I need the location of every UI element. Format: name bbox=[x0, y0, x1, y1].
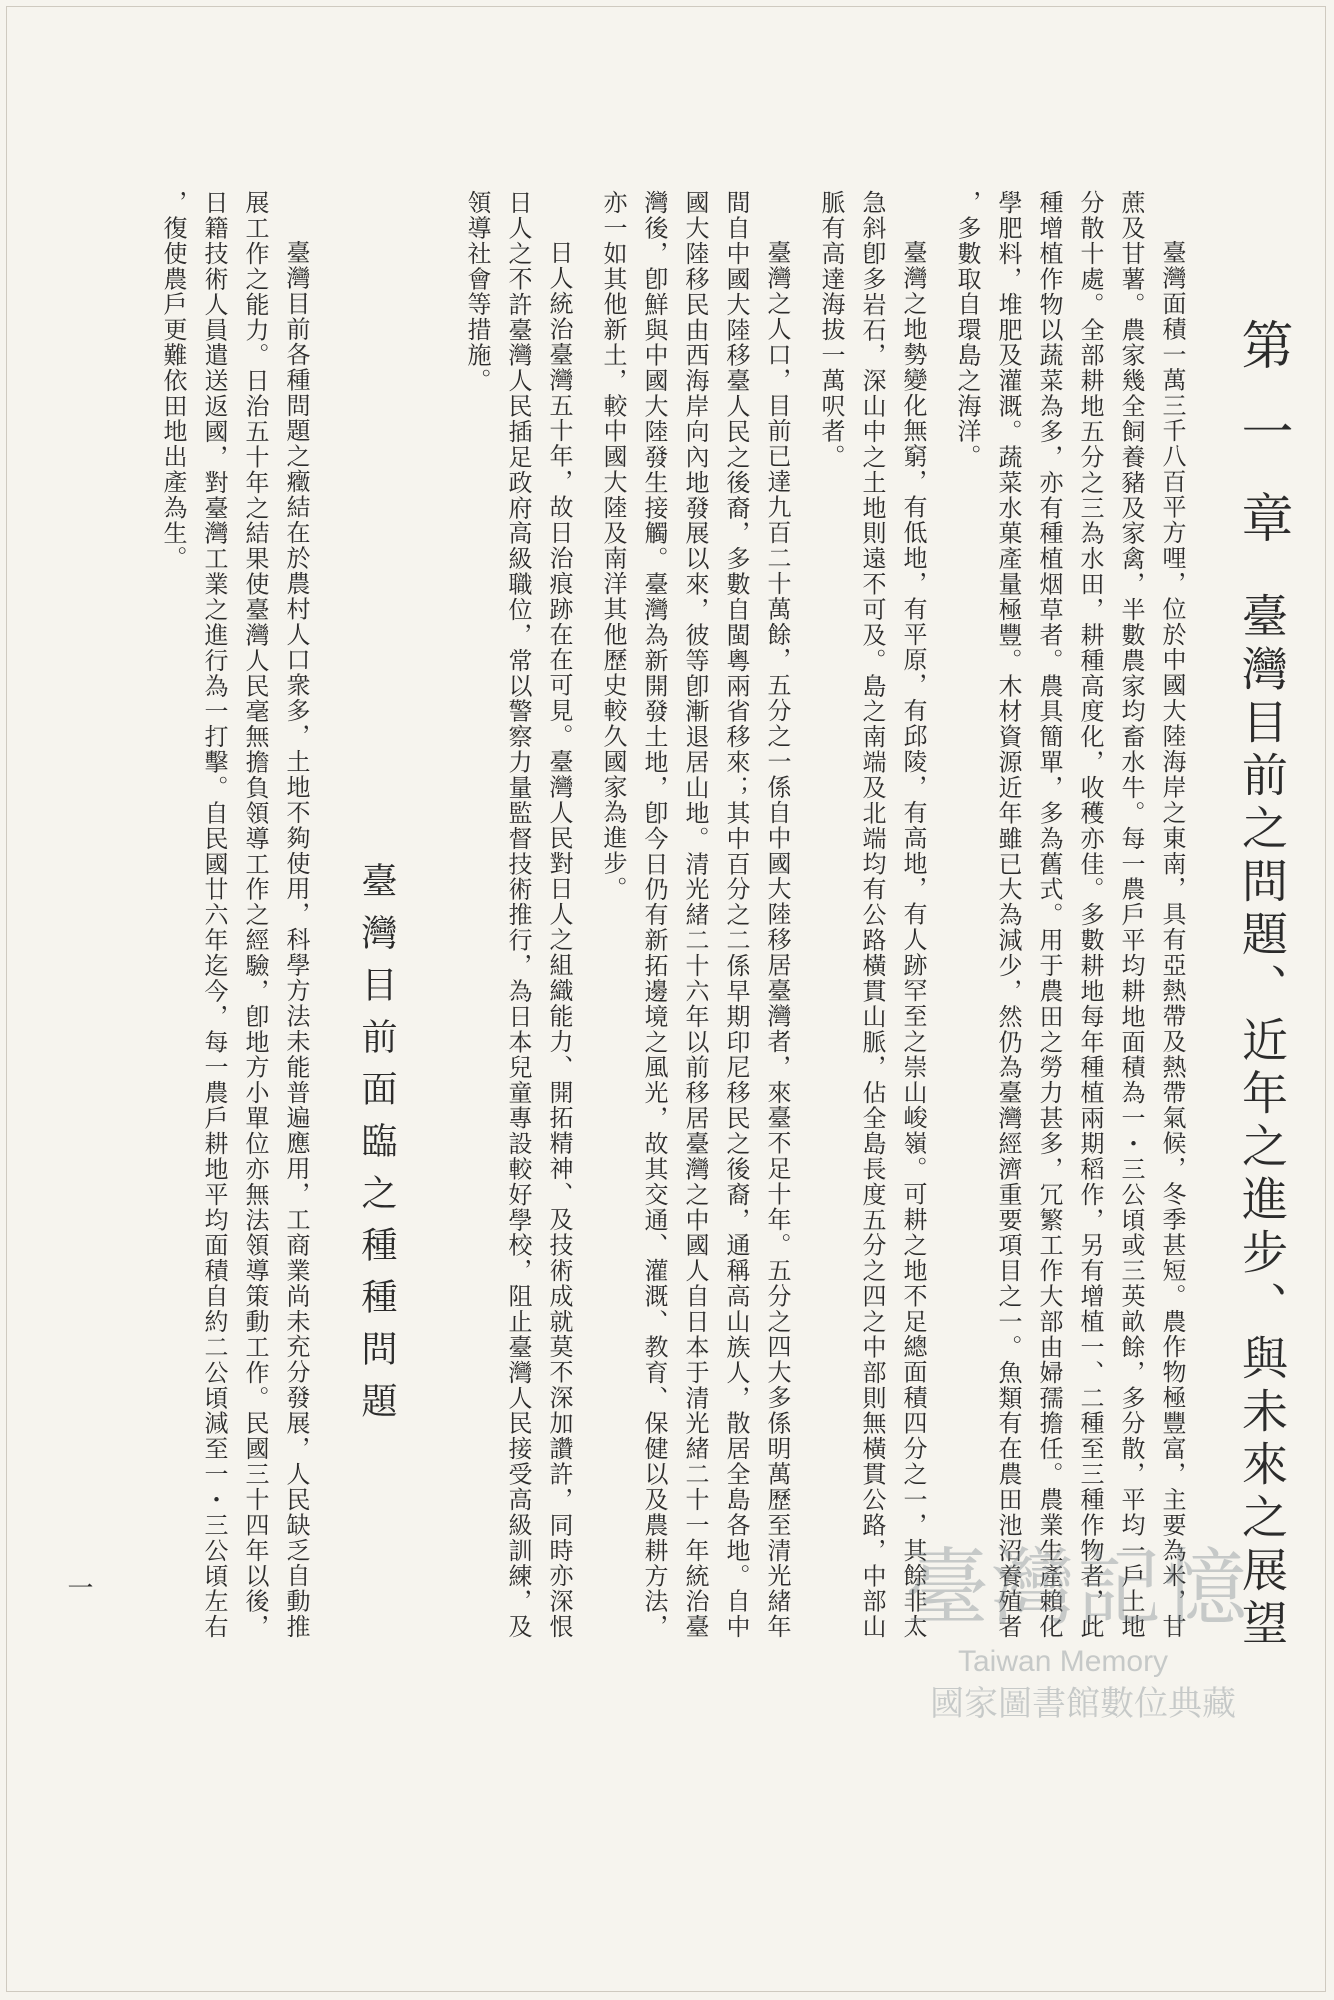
paragraph-2-line-2: 急斜卽多岩石，深山中之土地則遠不可及。島之南端及北端均有公路橫貫山脈，佔全島長度五分之四之中部則無橫貫公路，中部山 bbox=[858, 190, 886, 1638]
paragraph-3-line-2: 間自中國大陸移臺人民之後裔，多數自閩粵兩省移來；其中百分之二係早期印尼移民之後裔，通稱高山族人，散居全島各地。自中 bbox=[722, 190, 750, 1638]
paragraph-1-line-1: 臺灣面積一萬三千八百平方哩，位於中國大陸海岸之東南，具有亞熱帶及熱帶氣候，冬季甚短。農作物極豐富，主要為米，甘 bbox=[1158, 240, 1186, 1638]
page-number: 一 bbox=[63, 1574, 93, 1600]
paragraph-3-line-5: 亦一如其他新土，較中國大陸及南洋其他歷史較久國家為進步。 bbox=[599, 190, 627, 902]
paragraph-4-line-2: 日人之不許臺灣人民插足政府高級職位，常以警察力量監督技術推行，為日本兒童專設較好學校，阻止臺灣人民接受高級訓練，及 bbox=[504, 190, 532, 1638]
section-heading: 臺灣目前面臨之種種問題 bbox=[356, 862, 397, 1418]
paragraph-1-line-6: ，多數取自環島之海洋。 bbox=[953, 190, 981, 470]
watermark-brand: 臺灣記憶 bbox=[905, 1539, 1250, 1637]
watermark-brand-en: Taiwan Memory bbox=[958, 1645, 1169, 1678]
paragraph-1-line-3: 分散十處。全部耕地五分之三為水田，耕種高度化，收穫亦佳。多數耕地每年種植兩期稻作，另有增植一、二種至三種作物者，此 bbox=[1076, 190, 1104, 1638]
section-paragraph-line-4: ，復使農戶更難依田地出產為生。 bbox=[159, 190, 187, 571]
paragraph-2-line-1: 臺灣之地勢變化無窮，有低地，有平原，有邱陵，有高地，有人跡罕至之崇山峻嶺。可耕之地不足總面積四分之一，其餘非太 bbox=[899, 240, 927, 1638]
section-paragraph-line-3: 日籍技術人員遣送返國，對臺灣工業之進行為一打擊。自民國廿六年迄今，每一農戶耕地平均面積自約二公頃減至一・三公頃左右 bbox=[200, 190, 228, 1638]
watermark-institution: 國家圖書館數位典藏 bbox=[930, 1684, 1236, 1724]
section-paragraph-line-1: 臺灣目前各種問題之癥結在於農村人口衆多，土地不夠使用，科學方法未能普遍應用，工商業尚未充分發展，人民缺乏自動推 bbox=[282, 240, 310, 1638]
section-paragraph-line-2: 展工作之能力。日治五十年之結果使臺灣人民毫無擔負領導工作之經驗，卽地方小單位亦無法領導策動工作。民國三十四年以後， bbox=[241, 190, 269, 1638]
paragraph-3-line-3: 國大陸移民由西海岸向內地發展以來，彼等卽漸退居山地。清光緒二十六年以前移居臺灣之中國人自日本于清光緒二十一年統治臺 bbox=[681, 190, 709, 1638]
paragraph-4-line-1: 日人統治臺灣五十年，故日治痕跡在在可見。臺灣人民對日人之組織能力、開拓精神、及技術成就莫不深加讚許，同時亦深恨 bbox=[545, 240, 573, 1638]
paragraph-1-line-5: 學肥料，堆肥及灌溉。蔬菜水菓產量極豐。木材資源近年雖已大為減少，然仍為臺灣經濟重要項目之一。魚類有在農田池沼養殖者 bbox=[994, 190, 1022, 1638]
chapter-title: 臺灣目前之問題、近年之進步、與未來之展望 bbox=[1235, 592, 1289, 1645]
paragraph-1-line-2: 蔗及甘薯。農家幾全飼養豬及家禽，半數農家均畜水牛。每一農戶平均耕地面積為一・三公頃或三英畝餘，多分散，平均一戶土地 bbox=[1117, 190, 1145, 1638]
paragraph-3-line-4: 灣後，卽鮮與中國大陸發生接觸。臺灣為新開發土地，卽今日仍有新拓邊境之風光，故其交通、灌溉、教育、保健以及農耕方法， bbox=[640, 190, 668, 1638]
paragraph-2-line-3: 脈有高達海拔一萬呎者。 bbox=[817, 190, 845, 470]
paragraph-4-line-3: 領導社會等措施。 bbox=[463, 190, 491, 394]
paragraph-1-line-4: 種增植作物以蔬菜為多，亦有種植烟草者。農具簡單，多為舊式。用于農田之勞力甚多，冗繁工作大部由婦孺擔任。農業生產賴化 bbox=[1035, 190, 1063, 1638]
paragraph-3-line-1: 臺灣之人口，目前已達九百二十萬餘，五分之一係自中國大陸移居臺灣者，來臺不足十年。五分之四大多係明萬歷至清光緒年 bbox=[763, 240, 791, 1638]
chapter-label: 第一章 bbox=[1232, 318, 1292, 543]
